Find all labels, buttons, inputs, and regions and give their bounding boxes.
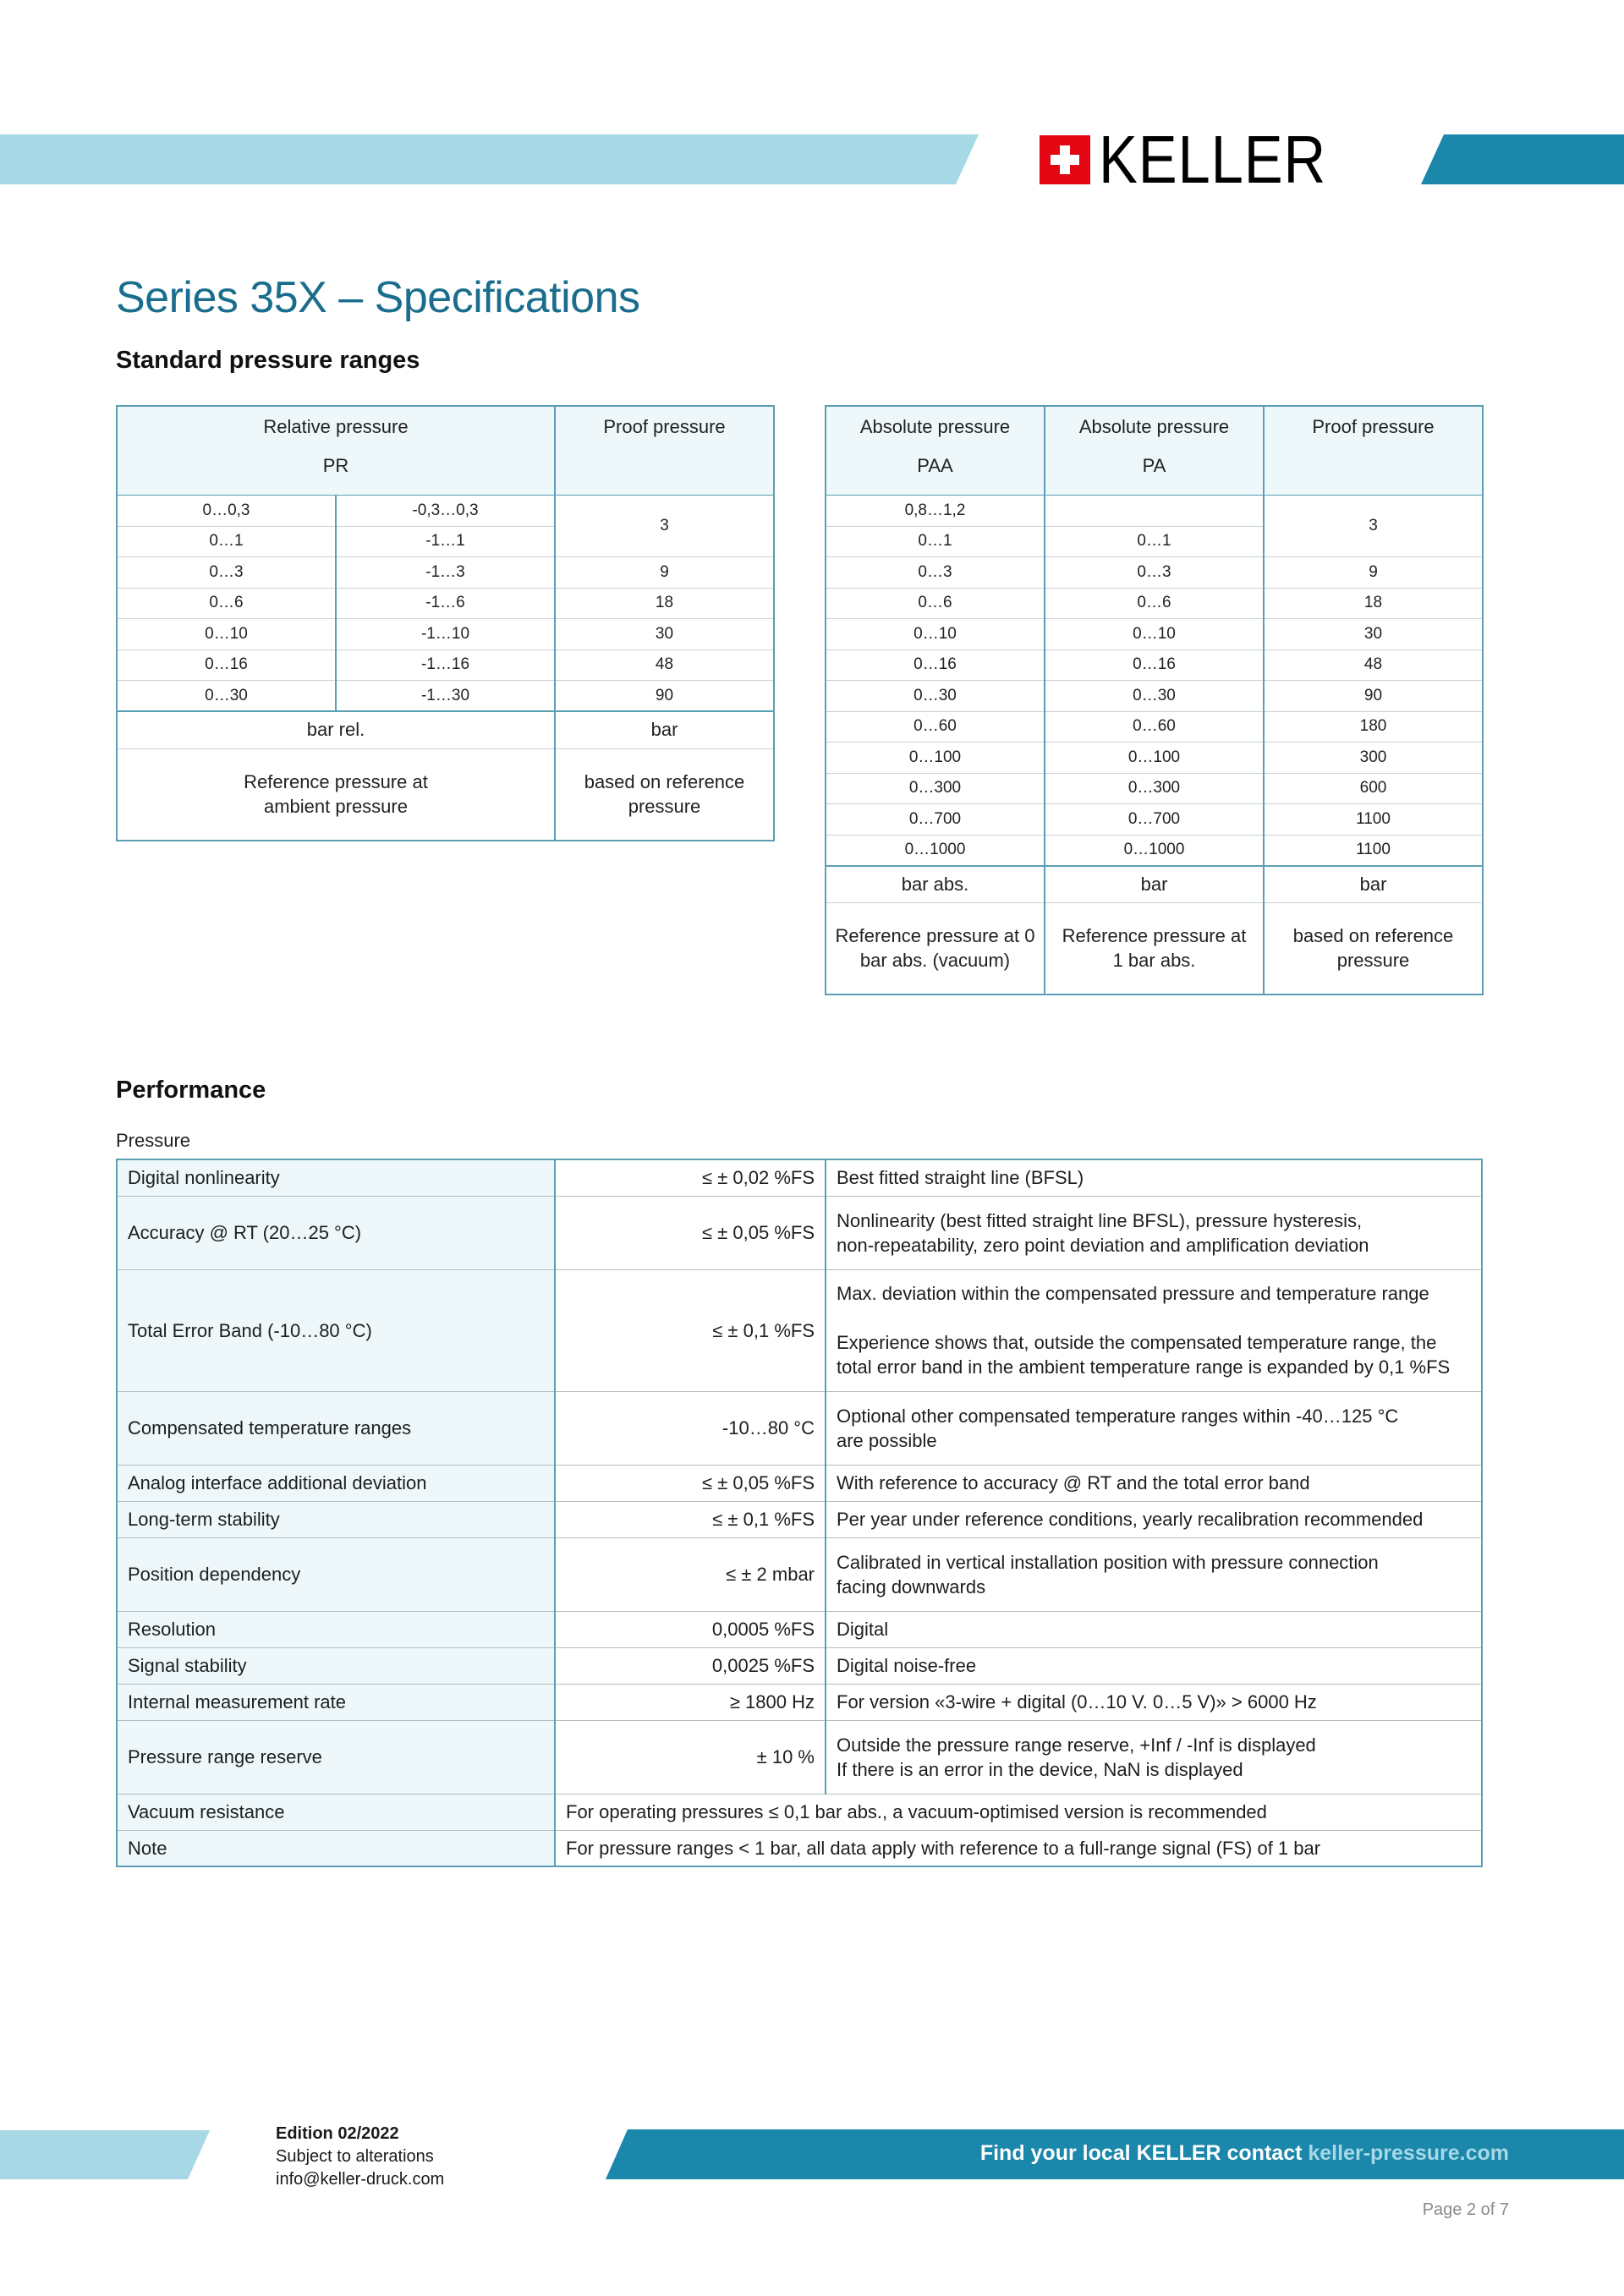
table-row [826, 649, 1483, 681]
header-proof-pressure: Proof pressure [1264, 406, 1483, 496]
range-pa: 0…100 [1045, 743, 1264, 774]
range-pa: 0…1 [1045, 526, 1264, 557]
contact-email-link[interactable]: info@keller-druck.com [276, 2170, 445, 2189]
table-row [117, 1537, 1482, 1611]
table-row [117, 588, 774, 619]
range-paa: 0…3 [826, 557, 1045, 589]
footer-cta [980, 2141, 1509, 2166]
range-pr-neg: -1…1 [336, 526, 555, 557]
spec-description: Outside the pressure range reserve, +Inf / -Inf is displayed If there is an error in the device, NaN is displayed [826, 1720, 1482, 1794]
table-row [826, 681, 1483, 712]
spec-description: Max. deviation within the compensated pressure and temperature range Experience shows that, outside the compensated temperature range, the total error band in the ambient temperature range is expanded by 0,1 %FS [826, 1269, 1482, 1391]
range-pa: 0…6 [1045, 588, 1264, 619]
swiss-cross-icon [1040, 135, 1090, 184]
proof-value: 90 [1264, 681, 1483, 712]
range-pr: 0…10 [117, 619, 336, 650]
table-row [826, 557, 1483, 589]
spec-value: ≤ ± 0,1 %FS [555, 1501, 826, 1537]
spec-value: 0,0025 %FS [555, 1647, 826, 1684]
page-title: Series 35X – Specifications [116, 273, 640, 322]
proof-value: 1100 [1264, 804, 1483, 836]
table-row [117, 1159, 1482, 1196]
range-pr: 0…6 [117, 588, 336, 619]
range-paa: 0,8…1,2 [826, 496, 1045, 527]
range-pa: 0…300 [1045, 773, 1264, 804]
website-link[interactable]: keller-pressure.com [1308, 2141, 1509, 2165]
spec-label: Note [117, 1830, 555, 1866]
spec-label: Digital nonlinearity [117, 1159, 555, 1196]
spec-value: -10…80 °C [555, 1391, 826, 1465]
table-row [117, 1794, 1482, 1830]
proof-value: 600 [1264, 773, 1483, 804]
spec-description: Digital noise-free [826, 1647, 1482, 1684]
proof-value: 18 [1264, 588, 1483, 619]
table-row [117, 681, 774, 712]
range-pr: 0…1 [117, 526, 336, 557]
range-pa: 0…3 [1045, 557, 1264, 589]
table-row [117, 1830, 1482, 1866]
table-row [117, 496, 774, 527]
absolute-pressure-table [825, 405, 1484, 995]
table-row [826, 804, 1483, 836]
spec-value: 0,0005 %FS [555, 1611, 826, 1647]
table-row [826, 588, 1483, 619]
table-row [117, 1465, 1482, 1501]
table-row [826, 619, 1483, 650]
spec-value: ≤ ± 0,05 %FS [555, 1196, 826, 1269]
range-pr-neg: -1…6 [336, 588, 555, 619]
unit-paa: bar abs. [826, 866, 1045, 903]
subject-to-alterations: Subject to alterations [276, 2147, 434, 2166]
range-pa: 0…10 [1045, 619, 1264, 650]
spec-value: ≤ ± 0,02 %FS [555, 1159, 826, 1196]
spec-label: Total Error Band (-10…80 °C) [117, 1269, 555, 1391]
reference-range: Reference pressure at ambient pressure [117, 748, 555, 841]
spec-label: Analog interface additional deviation [117, 1465, 555, 1501]
spec-value: ≤ ± 2 mbar [555, 1537, 826, 1611]
spec-description: Optional other compensated temperature ranges within -40…125 °C are possible [826, 1391, 1482, 1465]
spec-description: For operating pressures ≤ 0,1 bar abs., a vacuum-optimised version is recommended [555, 1794, 1482, 1830]
table-row [117, 1196, 1482, 1269]
unit-proof: bar [1264, 866, 1483, 903]
header-absolute-pa: Absolute pressure PA [1045, 406, 1264, 496]
unit-range: bar rel. [117, 711, 555, 748]
range-pa [1045, 496, 1264, 527]
range-pa: 0…1000 [1045, 835, 1264, 866]
spec-label: Long-term stability [117, 1501, 555, 1537]
proof-value: 9 [555, 557, 774, 589]
range-paa: 0…10 [826, 619, 1045, 650]
range-pa: 0…60 [1045, 711, 1264, 743]
proof-value: 3 [1264, 496, 1483, 557]
table-row [117, 1269, 1482, 1391]
range-pa: 0…30 [1045, 681, 1264, 712]
logo-wordmark: KELLER [1099, 122, 1327, 197]
reference-pa: Reference pressure at 1 bar abs. [1045, 903, 1264, 995]
range-paa: 0…1 [826, 526, 1045, 557]
performance-table [116, 1159, 1483, 1867]
standard-ranges-heading: Standard pressure ranges [116, 347, 420, 374]
spec-value: ≤ ± 0,05 %FS [555, 1465, 826, 1501]
proof-value: 1100 [1264, 835, 1483, 866]
header-absolute-paa: Absolute pressure PAA [826, 406, 1045, 496]
table-row [117, 1611, 1482, 1647]
footer-band-light [0, 2130, 210, 2179]
proof-value: 30 [1264, 619, 1483, 650]
relative-pressure-table [116, 405, 775, 841]
proof-value: 9 [1264, 557, 1483, 589]
pressure-subheading: Pressure [116, 1130, 191, 1151]
proof-value: 48 [1264, 649, 1483, 681]
spec-description: With reference to accuracy @ RT and the total error band [826, 1465, 1482, 1501]
table-row [117, 1391, 1482, 1465]
header-relative-pressure: Relative pressure PR [117, 406, 555, 496]
spec-label: Vacuum resistance [117, 1794, 555, 1830]
range-paa: 0…100 [826, 743, 1045, 774]
range-paa: 0…60 [826, 711, 1045, 743]
table-row [826, 743, 1483, 774]
spec-description: For pressure ranges < 1 bar, all data apply with reference to a full-range signal (FS) of 1 bar [555, 1830, 1482, 1866]
spec-label: Accuracy @ RT (20…25 °C) [117, 1196, 555, 1269]
spec-description: Nonlinearity (best fitted straight line BFSL), pressure hysteresis, non-repeatability, zero point deviation and amplification deviation [826, 1196, 1482, 1269]
proof-value: 180 [1264, 711, 1483, 743]
table-row [826, 496, 1483, 527]
table-row [117, 1684, 1482, 1720]
proof-value: 300 [1264, 743, 1483, 774]
proof-value: 90 [555, 681, 774, 712]
proof-value: 3 [555, 496, 774, 557]
spec-label: Internal measurement rate [117, 1684, 555, 1720]
range-pr: 0…30 [117, 681, 336, 712]
range-paa: 0…300 [826, 773, 1045, 804]
keller-logo [1040, 122, 1363, 197]
reference-proof: based on reference pressure [1264, 903, 1483, 995]
range-pr-neg: -0,3…0,3 [336, 496, 555, 527]
spec-label: Pressure range reserve [117, 1720, 555, 1794]
performance-heading: Performance [116, 1077, 266, 1104]
table-row [117, 1647, 1482, 1684]
spec-description: Per year under reference conditions, yearly recalibration recommended [826, 1501, 1482, 1537]
proof-value: 30 [555, 619, 774, 650]
table-row [826, 835, 1483, 866]
footer-info [276, 2123, 444, 2191]
range-pr: 0…0,3 [117, 496, 336, 527]
unit-proof: bar [555, 711, 774, 748]
range-paa: 0…1000 [826, 835, 1045, 866]
header-band-light [0, 134, 979, 184]
spec-value: ≥ 1800 Hz [555, 1684, 826, 1720]
header-proof-pressure: Proof pressure [555, 406, 774, 496]
range-paa: 0…16 [826, 649, 1045, 681]
edition-label: Edition 02/2022 [276, 2124, 399, 2143]
range-pr-neg: -1…3 [336, 557, 555, 589]
spec-label: Resolution [117, 1611, 555, 1647]
range-paa: 0…6 [826, 588, 1045, 619]
table-row [826, 711, 1483, 743]
spec-description: Best fitted straight line (BFSL) [826, 1159, 1482, 1196]
spec-label: Compensated temperature ranges [117, 1391, 555, 1465]
spec-description: Calibrated in vertical installation position with pressure connection facing downwards [826, 1537, 1482, 1611]
reference-row [117, 748, 774, 841]
table-row [826, 773, 1483, 804]
header-band-dark [1421, 134, 1624, 184]
reference-row [826, 903, 1483, 995]
reference-paa: Reference pressure at 0 bar abs. (vacuum) [826, 903, 1045, 995]
spec-value: ≤ ± 0,1 %FS [555, 1269, 826, 1391]
spec-description: For version «3-wire + digital (0…10 V. 0…5 V)» > 6000 Hz [826, 1684, 1482, 1720]
spec-description: Digital [826, 1611, 1482, 1647]
range-paa: 0…30 [826, 681, 1045, 712]
range-pr: 0…3 [117, 557, 336, 589]
range-pa: 0…16 [1045, 649, 1264, 681]
proof-value: 18 [555, 588, 774, 619]
unit-pa: bar [1045, 866, 1264, 903]
table-row [117, 619, 774, 650]
spec-value: ± 10 % [555, 1720, 826, 1794]
range-pr-neg: -1…30 [336, 681, 555, 712]
table-row [117, 1720, 1482, 1794]
units-row [826, 866, 1483, 903]
table-row [117, 557, 774, 589]
reference-proof: based on reference pressure [555, 748, 774, 841]
spec-label: Signal stability [117, 1647, 555, 1684]
range-paa: 0…700 [826, 804, 1045, 836]
units-row [117, 711, 774, 748]
range-pa: 0…700 [1045, 804, 1264, 836]
spec-label: Position dependency [117, 1537, 555, 1611]
range-pr-neg: -1…10 [336, 619, 555, 650]
proof-value: 48 [555, 649, 774, 681]
cta-text: Find your local KELLER contact [979, 2141, 1309, 2165]
range-pr: 0…16 [117, 649, 336, 681]
page-number: Page 2 of 7 [1422, 2200, 1509, 2219]
table-row [117, 649, 774, 681]
range-pr-neg: -1…16 [336, 649, 555, 681]
table-row [117, 1501, 1482, 1537]
